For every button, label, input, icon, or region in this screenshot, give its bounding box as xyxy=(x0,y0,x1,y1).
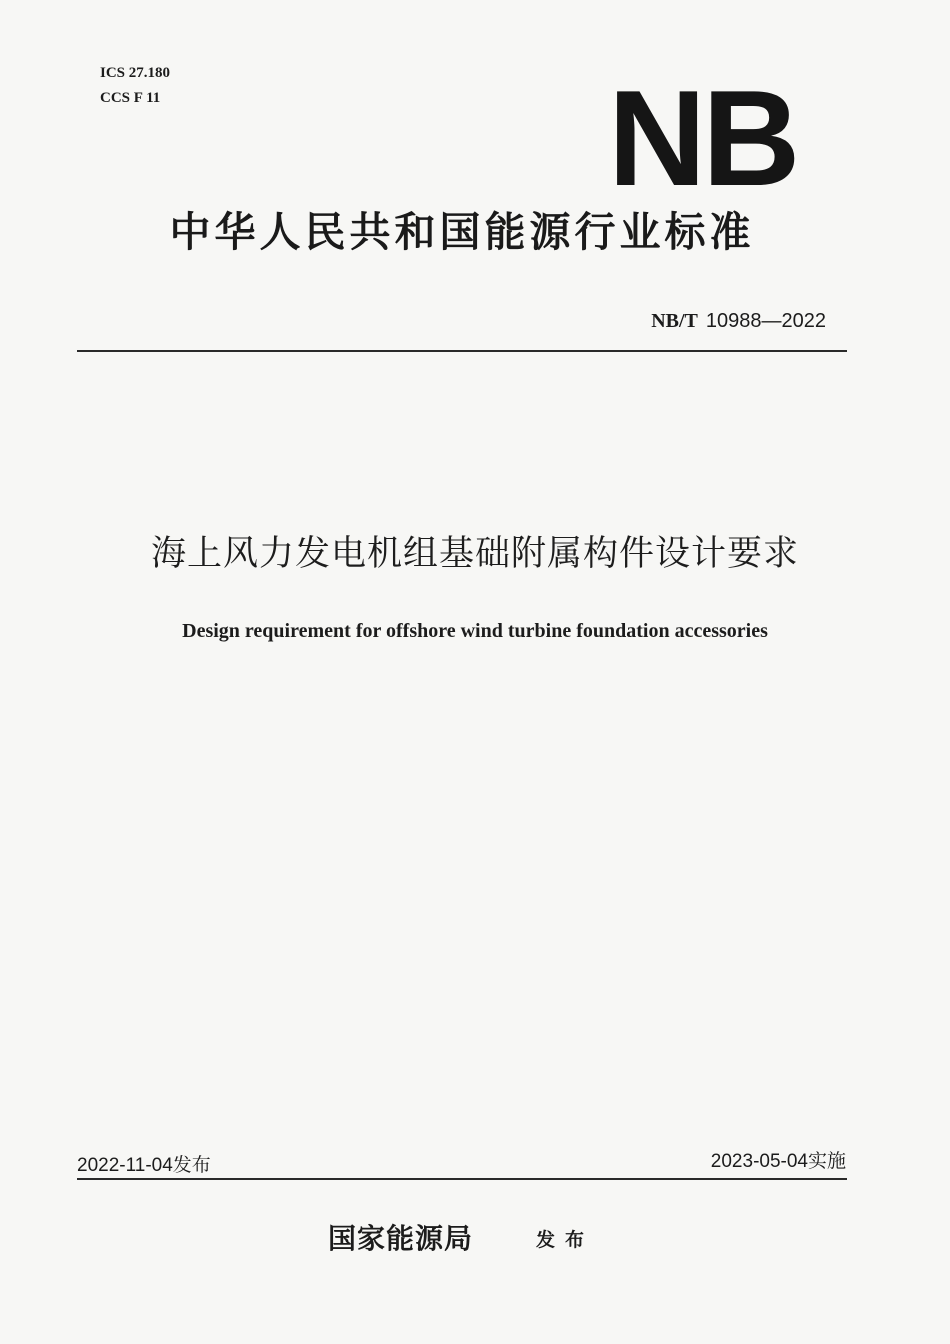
issue-date: 2022-11-04发布 xyxy=(77,1155,211,1176)
bottom-divider xyxy=(77,1178,847,1180)
nb-logo: NB xyxy=(608,62,797,214)
standard-number-value: 10988—2022 xyxy=(705,310,826,332)
ccs-code: CCS F 11 xyxy=(100,90,161,106)
implementation-date: 2023-05-04实施 xyxy=(710,1151,846,1172)
standard-number-prefix: NB/T xyxy=(651,310,698,332)
standard-category-title: 中华人民共和国能源行业标准 xyxy=(169,208,755,256)
ics-code: ICS 27.180 xyxy=(100,65,171,81)
standard-number xyxy=(651,307,826,335)
document-title-english: Design requirement for offshore wind turbine foundation accessories xyxy=(182,620,768,642)
publisher-name: 国家能源局 xyxy=(328,1222,474,1255)
top-divider xyxy=(77,350,847,352)
publish-label: 发布 xyxy=(536,1229,595,1251)
document-title-chinese: 海上风力发电机组基础附属构件设计要求 xyxy=(150,534,799,574)
